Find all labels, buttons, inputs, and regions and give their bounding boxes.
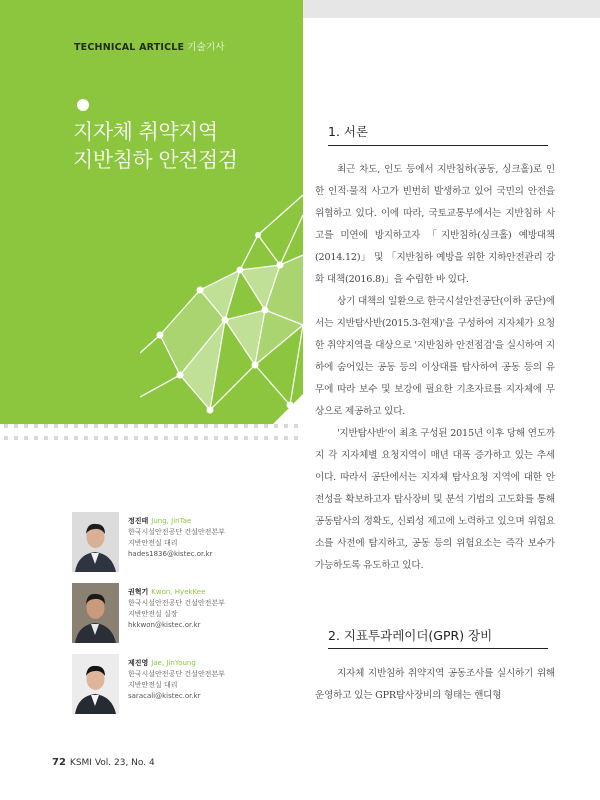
article-title [73, 118, 298, 174]
author-card [72, 512, 302, 578]
author-info [128, 516, 225, 560]
body-paragraph: 최근 차도, 인도 등에서 지반침하(공동, 싱크홀)로 인한 인적·물적 사고가 빈번히 발생하고 있어 국민의 안전을 위협하고 있다. 이에 따라, 국토교통부에서는 지반침하 사고를 미연에 방지하고자 「지반침하(싱크홀) 예방대책(2014.12)」 및 「지반침하 예방을 위한 지하안전관리 강화 대책(2016.8)」을 수립한 바 있다. [315, 164, 555, 285]
author-email: hades1836@kistec.or.kr [128, 550, 213, 558]
section-heading: 1. 서론 [328, 124, 369, 139]
section-divider [328, 648, 548, 649]
author-dept: 지반안전실 실장 [128, 610, 178, 618]
author-org: 한국시설안전공단 건설안전본부 [128, 670, 225, 678]
author-org: 한국시설안전공단 건설안전본부 [128, 599, 225, 607]
author-dept: 지반안전실 대리 [128, 539, 178, 547]
body-paragraph: '지반탐사반'이 최초 구성된 2015년 이후 당해 연도까지 각 지자체별 요청지역이 매년 대폭 증가하고 있는 추세이다. 따라서 공단에서는 지자체 탐사요청 지역에 대한 안전성을 확보하고자 탐사장비 및 분석 기법의 고도화를 통해 공동탐사의 정확도, 신뢰성 제고에 노력하고 있으며 위험요소를 사전에 탐지하고, 공동 등의 위험요소는 즉각 보수가 가능하도록 유도하고 있다. [315, 428, 555, 571]
section-divider [328, 145, 548, 146]
section-heading: 2. 지표투과레이더(GPR) 장비 [328, 628, 493, 643]
page-number: 72 [52, 757, 66, 768]
author-dept: 지반안전실 대리 [128, 681, 178, 689]
dot-pattern-decoration [0, 420, 300, 446]
author-email: hkkwon@kistec.or.kr [128, 621, 201, 629]
author-name-kr: 정진태 [128, 517, 149, 525]
author-card [72, 583, 302, 649]
author-name-en: Jae, JinYoung [151, 659, 196, 667]
author-org: 한국시설안전공단 건설안전본부 [128, 528, 225, 536]
author-email: saracali@kistec.or.kr [128, 692, 201, 700]
author-photo [72, 512, 119, 572]
author-name-kr: 권혁기 [128, 588, 149, 596]
body-paragraph: 지자체 지반침하 취약지역 공동조사를 실시하기 위해 운영하고 있는 GPR탐사장비의 형태는 핸디형 [315, 668, 555, 701]
author-info [128, 658, 225, 702]
header-strip [303, 0, 600, 18]
journal-issue: KSMI Vol. 23, No. 4 [69, 758, 155, 768]
section-label-en: TECHNICAL ARTICLE [74, 42, 185, 53]
section-label-kr: 기술기사 [187, 42, 225, 53]
author-info [128, 587, 225, 631]
title-bullet-icon [77, 99, 89, 111]
author-name-en: Jung, JinTae [151, 517, 192, 525]
article-title-line2: 지반침하 안전점검 [73, 148, 238, 172]
author-card [72, 654, 302, 720]
author-photo [72, 654, 119, 714]
author-name-en: Kwon, HyekKee [151, 588, 206, 596]
author-name-kr: 제진영 [128, 659, 149, 667]
article-title-line1: 지자체 취약지역 [73, 120, 218, 144]
page-footer [52, 757, 155, 768]
body-paragraph: 상기 대책의 일환으로 한국시설안전공단(이하 공단)에서는 지반탐사반(2015.3-현재)'을 구성하여 지자체가 요청한 취약지역을 대상으로 '지반침하 안전점검'을 실시하여 지하에 숨어있는 공동 등의 이상대를 탐사하여 공동 등의 유무에 따라 보수 및 보강에 필요한 기초자료를 지자체에 무상으로 제공하고 있다. [315, 296, 555, 417]
author-photo [72, 583, 119, 643]
section-label [74, 39, 225, 53]
network-globe-illustration [140, 175, 303, 425]
